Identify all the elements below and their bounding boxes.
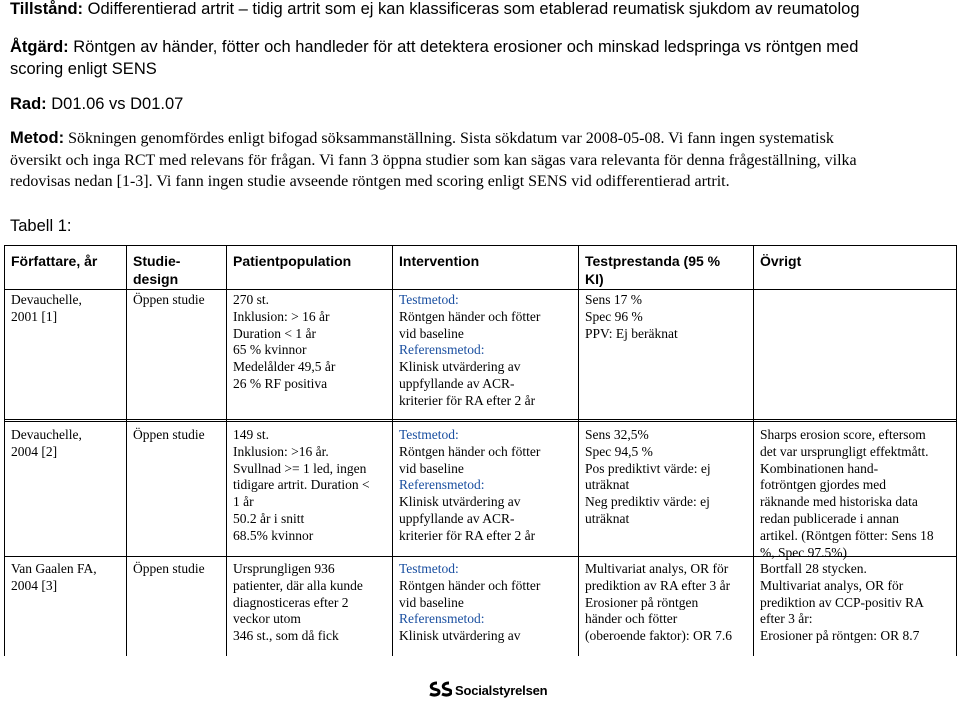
row2-other: Sharps erosion score, eftersom det var ursprungligt effektmått. Kombinationen hand- fotröntgen gjordes med räknande med historiska data redan publicerade i annan artikel. (Röntgen fötter: Sens 18 %, Spec 97.5%) xyxy=(760,427,934,560)
row1-test: Sens 17 % Spec 96 % PPV: Ej beräknat xyxy=(585,292,678,341)
row3-other: Bortfall 28 stycken. Multivariat analys, OR för prediktion av CCP-positiv RA efter 3 år: Erosioner på röntgen: OR 8.7 xyxy=(760,561,924,644)
rad-line xyxy=(10,95,183,114)
header-design-1: Studie- xyxy=(133,253,181,269)
header-population: Patientpopulation xyxy=(233,253,352,269)
row3-test: Multivariat analys, OR för prediktion av RA efter 3 år Erosioner på röntgen händer och fötter (oberoende faktor): OR 7.6 xyxy=(585,561,732,644)
row2-population: 149 st. Inklusion: >16 år. Svullnad >= 1 led, ingen tidigare artrit. Duration < 1 år 50.2 år i snitt 68.5% kvinnor xyxy=(233,427,370,543)
header-test-1: Testprestanda (95 % xyxy=(585,253,721,269)
row2-author: Devauchelle, 2004 [2] xyxy=(11,427,82,459)
row2-test: Sens 32,5% Spec 94,5 % Pos prediktivt värde: ej uträknat Neg prediktiv värde: ej uträknat xyxy=(585,427,711,526)
row3-author: Van Gaalen FA, 2004 [3] xyxy=(11,561,97,593)
atgard-text-1: Röntgen av händer, fötter och handleder för att detektera erosioner och minskad ledspringa vs röntgen med xyxy=(73,38,859,56)
row3-intervention: Testmetod: Röntgen händer och fötter vid baseline Referensmetod: Klinisk utvärdering av xyxy=(399,561,541,644)
metod-label: Metod: xyxy=(10,129,65,147)
header-test xyxy=(585,253,720,288)
rad-label: Rad: xyxy=(10,95,47,113)
atgard-line-1 xyxy=(10,38,858,57)
header-test-2: KI) xyxy=(585,270,604,287)
atgard-label: Åtgärd: xyxy=(10,38,69,56)
header-design-2: design xyxy=(133,270,179,287)
socialstyrelsen-logo xyxy=(428,679,547,701)
row3-population: Ursprungligen 936 patienter, där alla kunde diagnosticeras efter 2 veckor utom 346 st., som då fick xyxy=(233,561,363,644)
header-author: Författare, år xyxy=(11,253,98,269)
metod-line-3: redovisas nedan [1-3]. Vi fann ingen studie avseende röntgen med scoring enligt SENS vid odifferentierad artrit. xyxy=(10,173,730,190)
row1-population: 270 st. Inklusion: > 16 år Duration < 1 år 65 % kvinnor Medelålder 49,5 år 26 % RF positiva xyxy=(233,292,336,391)
metod-line-2: översikt och inga RCT med relevans för frågan. Vi fann 3 öppna studier som kan sägas vara relevanta för denna frågeställning, vilka xyxy=(10,151,857,169)
row2-intervention: Testmetod: Röntgen händer och fötter vid baseline Referensmetod: Klinisk utvärdering av uppfyllande av ACR- kriterier för RA efter 2 år xyxy=(399,427,541,543)
rad-text: D01.06 vs D01.07 xyxy=(51,95,184,113)
tillstand-label: Tillstånd: xyxy=(10,0,84,18)
tillstand-text: Odifferentierad artrit – tidig artrit som ej kan klassificeras som etablerad reumatisk sjukdom av reumatolog xyxy=(87,0,860,18)
row1-intervention: Testmetod: Röntgen händer och fötter vid baseline Referensmetod: Klinisk utvärdering av uppfyllande av ACR- kriterier för RA efter 2 år xyxy=(399,292,541,408)
row1-design: Öppen studie xyxy=(133,292,205,307)
atgard-line-2: scoring enligt SENS xyxy=(10,60,157,78)
row2-design: Öppen studie xyxy=(133,427,205,442)
row1-author: Devauchelle, 2001 [1] xyxy=(11,292,82,324)
table-caption: Tabell 1: xyxy=(10,217,72,235)
metod-paragraph xyxy=(10,128,955,193)
header-intervention: Intervention xyxy=(399,253,480,269)
logo-text: Socialstyrelsen xyxy=(455,682,548,698)
socialstyrelsen-logo-icon xyxy=(428,680,452,700)
header-other: Övrigt xyxy=(760,253,802,269)
header-design xyxy=(133,253,180,288)
row3-design: Öppen studie xyxy=(133,561,205,576)
metod-line-1: Sökningen genomfördes enligt bifogad söksammanställning. Sista sökdatum var 2008-05-08. Vi fann ingen systematisk xyxy=(68,130,834,147)
tillstand-line xyxy=(10,0,860,19)
